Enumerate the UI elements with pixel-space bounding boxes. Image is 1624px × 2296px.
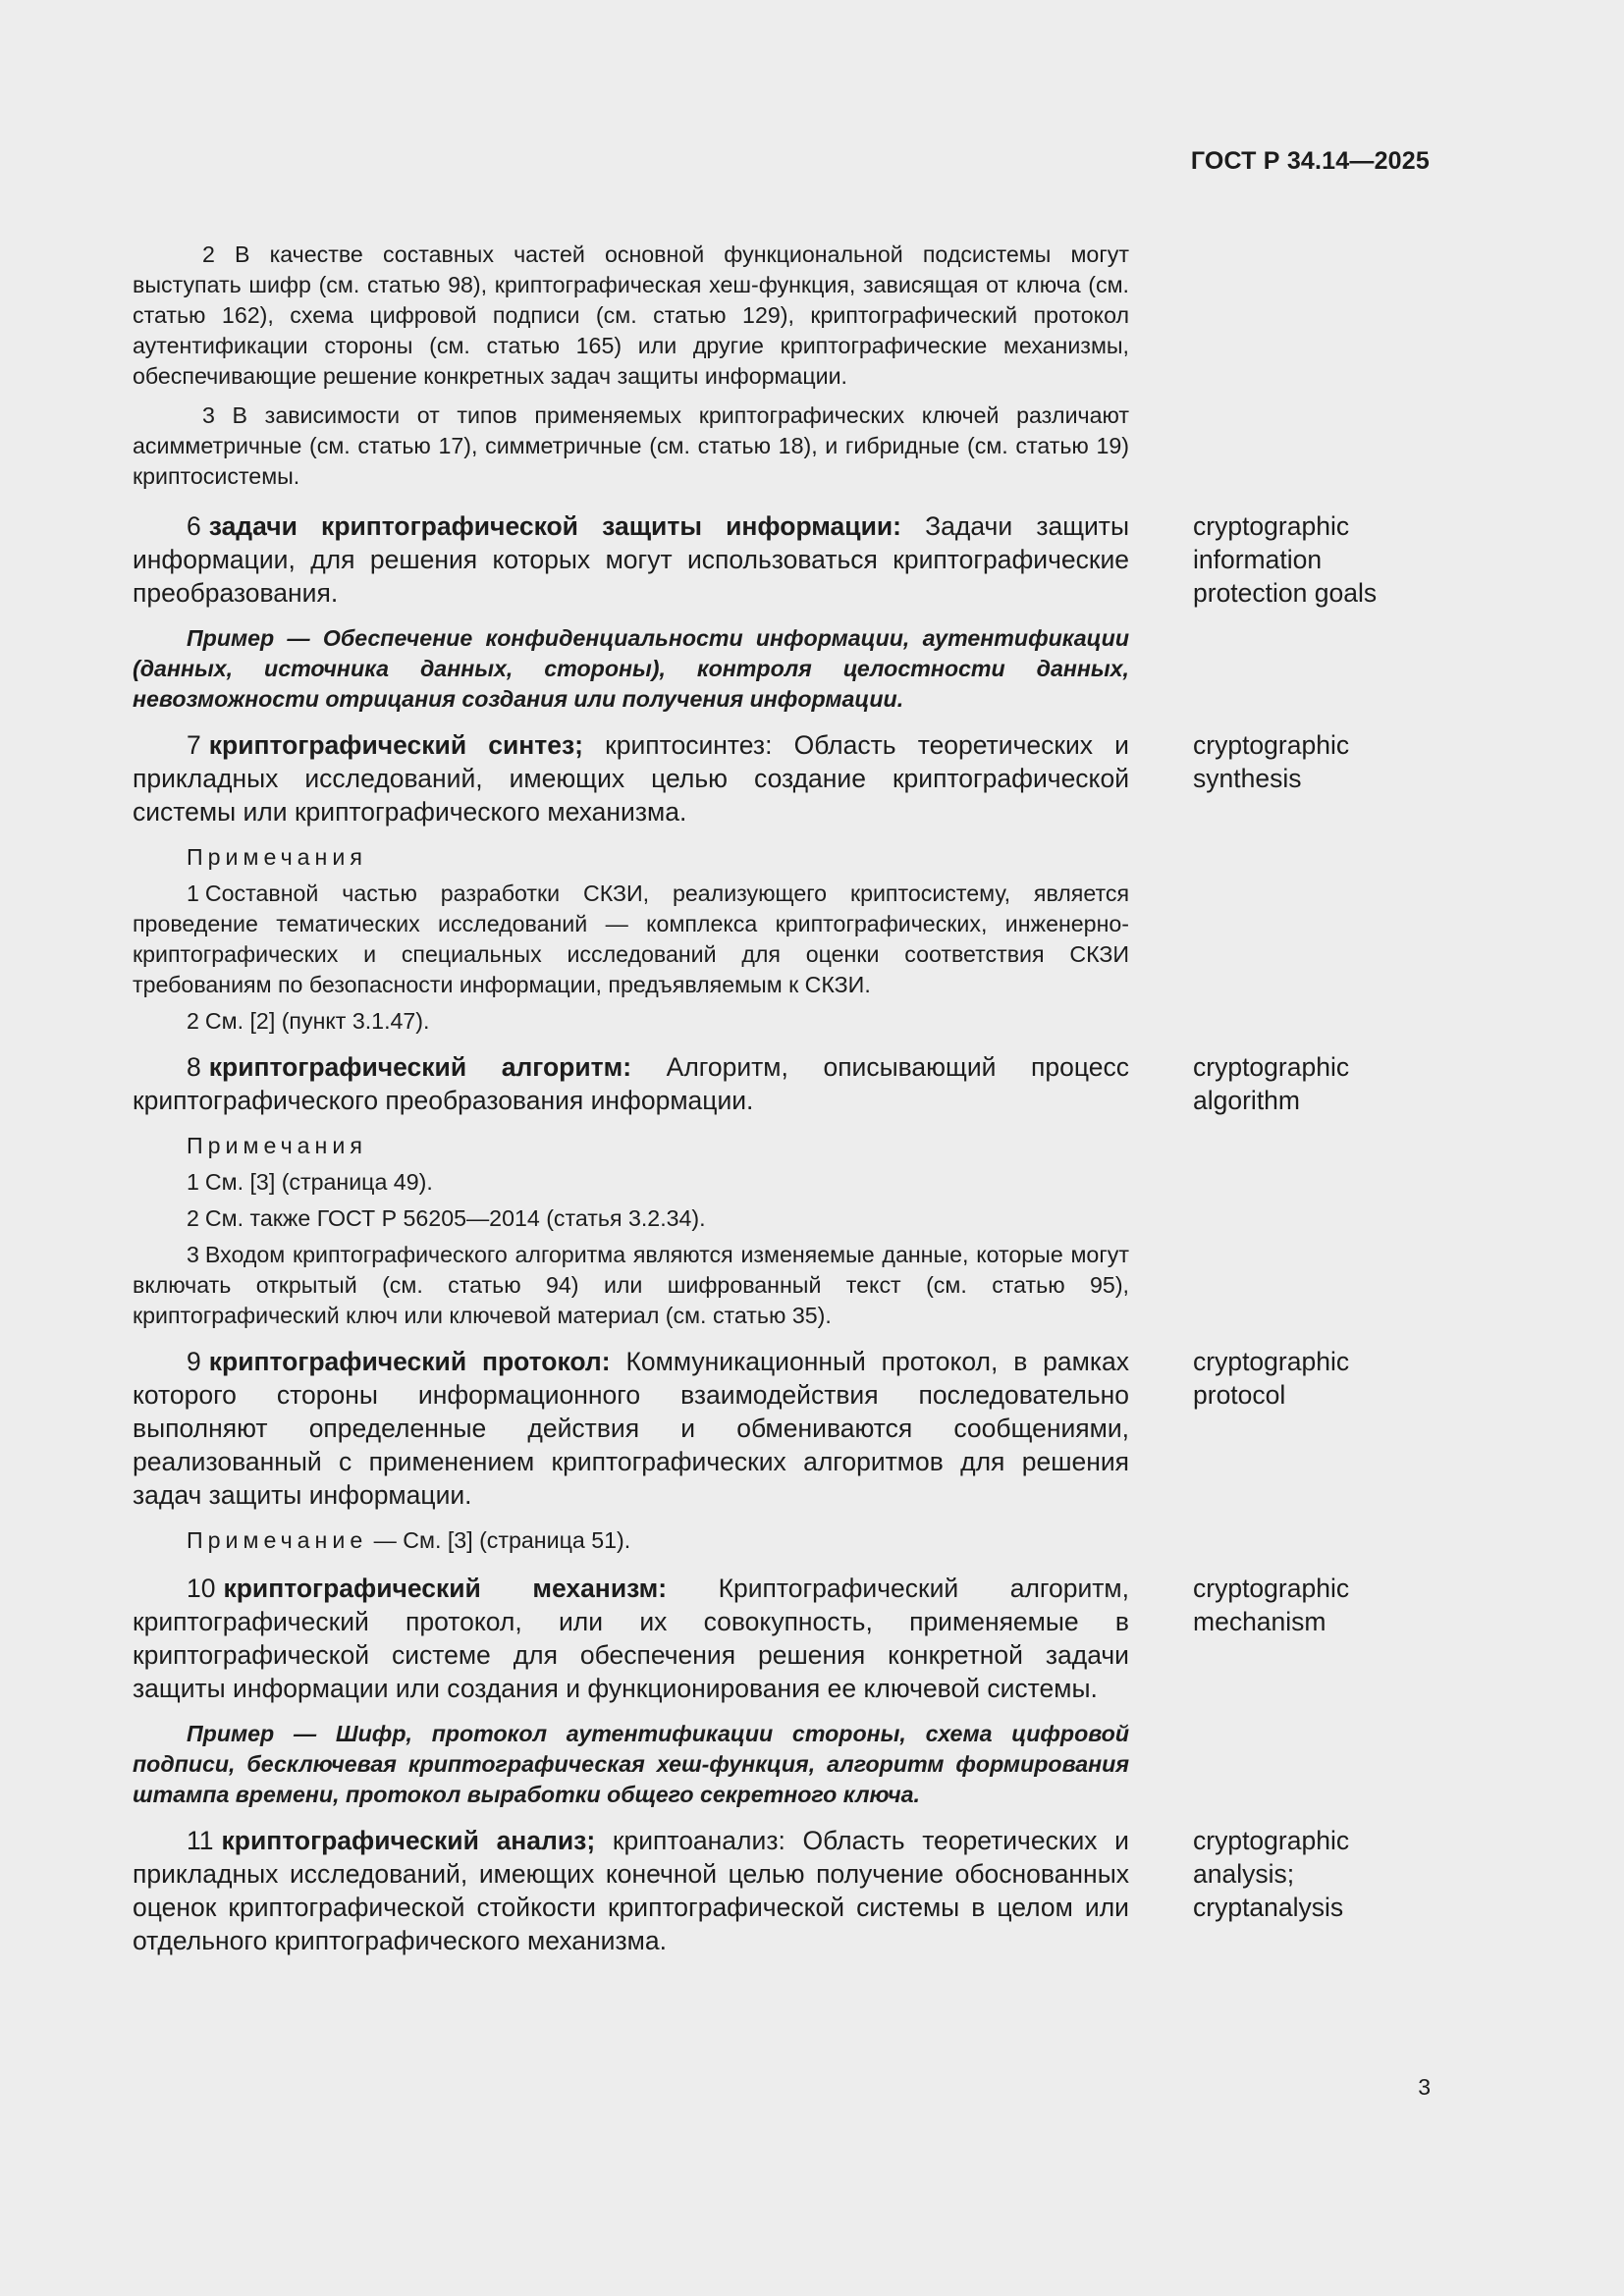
term-number: 10 xyxy=(187,1574,216,1603)
note-number: 1 xyxy=(187,881,199,906)
term-entry-9 xyxy=(133,1345,1350,1512)
notes-heading: Примечания xyxy=(187,844,367,870)
note-number: 3 xyxy=(187,1242,199,1267)
document-body xyxy=(133,240,1378,1971)
term-notes xyxy=(133,1131,1193,1331)
term-entry-8 xyxy=(133,1050,1350,1117)
term-name: криптографический анализ; xyxy=(221,1826,596,1855)
term-definition-text: Задачи защиты информации, для решения которых могут использоваться криптографические преобразования. xyxy=(133,511,1129,608)
page-number: 3 xyxy=(1418,2074,1431,2100)
note-item xyxy=(133,1006,1129,1037)
term-example: Пример — Шифр, протокол аутентификации стороны, схема цифровой подписи, бесключевая криптографическая хеш-функция, алгоритм формирования штампа времени, протокол выработки общего секретного ключа. xyxy=(133,1721,1129,1807)
note-label: Примечание xyxy=(187,1527,368,1553)
note-text: См. также ГОСТ Р 56205—2014 (статья 3.2.34). xyxy=(204,1205,706,1231)
term-english-equivalent: cryptographic protocol xyxy=(1193,1347,1350,1410)
term-definition xyxy=(133,1050,1129,1117)
term-english-equivalent: cryptographic synthesis xyxy=(1193,730,1350,793)
term-definition xyxy=(133,509,1129,610)
term-number: 8 xyxy=(187,1052,201,1082)
note-text: — См. [3] (страница 51). xyxy=(367,1527,631,1553)
term-definition-text: криптоанализ: Область теоретических и прикладных исследований, имеющих конечной целью получение обоснованных оценок криптографической стойкости криптографической системы в целом или отдельного криптографического механизма. xyxy=(133,1826,1129,1955)
term-name: криптографический алгоритм: xyxy=(208,1052,632,1082)
term-definition xyxy=(133,1572,1129,1705)
term-name: задачи криптографической защиты информации: xyxy=(208,511,901,541)
term-example: Пример — Обеспечение конфиденциальности информации, аутентификации (данных, источника данных, стороны), контроля целостности данных, невозможности отрицания создания или получения информации. xyxy=(133,625,1129,712)
intro-note-3: 3 В зависимости от типов применяемых криптографических ключей различают асимметричные (см. статью 17), симметричные (см. статью 18), и гибридные (см. статью 19) криптосистемы. xyxy=(133,402,1129,489)
term-definition-text: Алгоритм, описывающий процесс криптографического преобразования информации. xyxy=(133,1052,1129,1115)
term-entry-7 xyxy=(133,728,1350,828)
term-definition-text: Криптографический алгоритм, криптографический протокол, или их совокупность, применяемые в криптографической системе для обеспечения решения конкретной задачи защиты информации или создания и функционирования ее ключевой системы. xyxy=(133,1574,1129,1703)
term-definition xyxy=(133,1824,1129,1957)
term-entry-6 xyxy=(133,509,1378,610)
term-name: криптографический протокол: xyxy=(208,1347,611,1376)
note-item xyxy=(133,879,1129,1000)
term-notes xyxy=(133,842,1193,1037)
term-number: 9 xyxy=(187,1347,201,1376)
term-note-single xyxy=(133,1525,1193,1556)
term-definition xyxy=(133,1345,1129,1512)
document-header: ГОСТ Р 34.14—2025 xyxy=(1190,147,1430,175)
term-english-equivalent: cryptographic information protection goals xyxy=(1193,511,1378,608)
term-entry-10 xyxy=(133,1572,1350,1705)
note-number: 1 xyxy=(187,1169,199,1195)
term-definition xyxy=(133,728,1129,828)
term-english-equivalent: cryptographic algorithm xyxy=(1193,1052,1350,1115)
intro-note-2: 2 В качестве составных частей основной функциональной подсистемы могут выступать шифр (см. статью 98), криптографическая хеш-функция, зависящая от ключа (см. статью 162), схема цифровой подписи (см. статью 129), криптографический протокол аутентификации стороны (см. статью 165) или другие криптографические механизмы, обеспечивающие решение конкретных задач защиты информации. xyxy=(133,241,1129,389)
note-item xyxy=(133,1240,1129,1331)
term-definition-text: криптосинтез: Область теоретических и прикладных исследований, имеющих целью создание криптографической системы или криптографического механизма. xyxy=(133,730,1129,827)
term-number: 7 xyxy=(187,730,201,760)
note-item xyxy=(133,1203,1129,1234)
note-text: Составной частью разработки СКЗИ, реализующего криптосистему, является проведение тематических исследований — комплекса криптографических, инженерно-криптографических и специальных исследований для оценки соответствия СКЗИ требованиям по безопасности информации, предъявляемым к СКЗИ. xyxy=(133,881,1129,997)
term-number: 11 xyxy=(187,1826,214,1855)
note-number: 2 xyxy=(187,1205,199,1231)
term-english-equivalent: cryptographic mechanism xyxy=(1193,1574,1350,1636)
term-entry-11 xyxy=(133,1824,1350,1957)
note-text: См. [2] (пункт 3.1.47). xyxy=(204,1008,430,1034)
term-name: криптографический механизм: xyxy=(223,1574,668,1603)
note-number: 2 xyxy=(187,1008,199,1034)
note-text: См. [3] (страница 49). xyxy=(204,1169,433,1195)
notes-heading: Примечания xyxy=(187,1133,367,1158)
term-number: 6 xyxy=(187,511,201,541)
note-text: Входом криптографического алгоритма являются изменяемые данные, которые могут включать открытый (см. статью 94) или шифрованный текст (см. статью 95), криптографический ключ или ключевой материал (см. статью 35). xyxy=(133,1242,1129,1328)
term-definition-text: Коммуникационный протокол, в рамках которого стороны информационного взаимодействия последовательно выполняют определенные действия и обмениваются сообщениями, реализованный с применением криптографических алгоритмов для решения задач защиты информации. xyxy=(133,1347,1129,1510)
term-english-equivalent: cryptographic analysis; cryptanalysis xyxy=(1193,1826,1350,1922)
term-name: криптографический синтез; xyxy=(208,730,584,760)
note-item xyxy=(133,1167,1129,1198)
